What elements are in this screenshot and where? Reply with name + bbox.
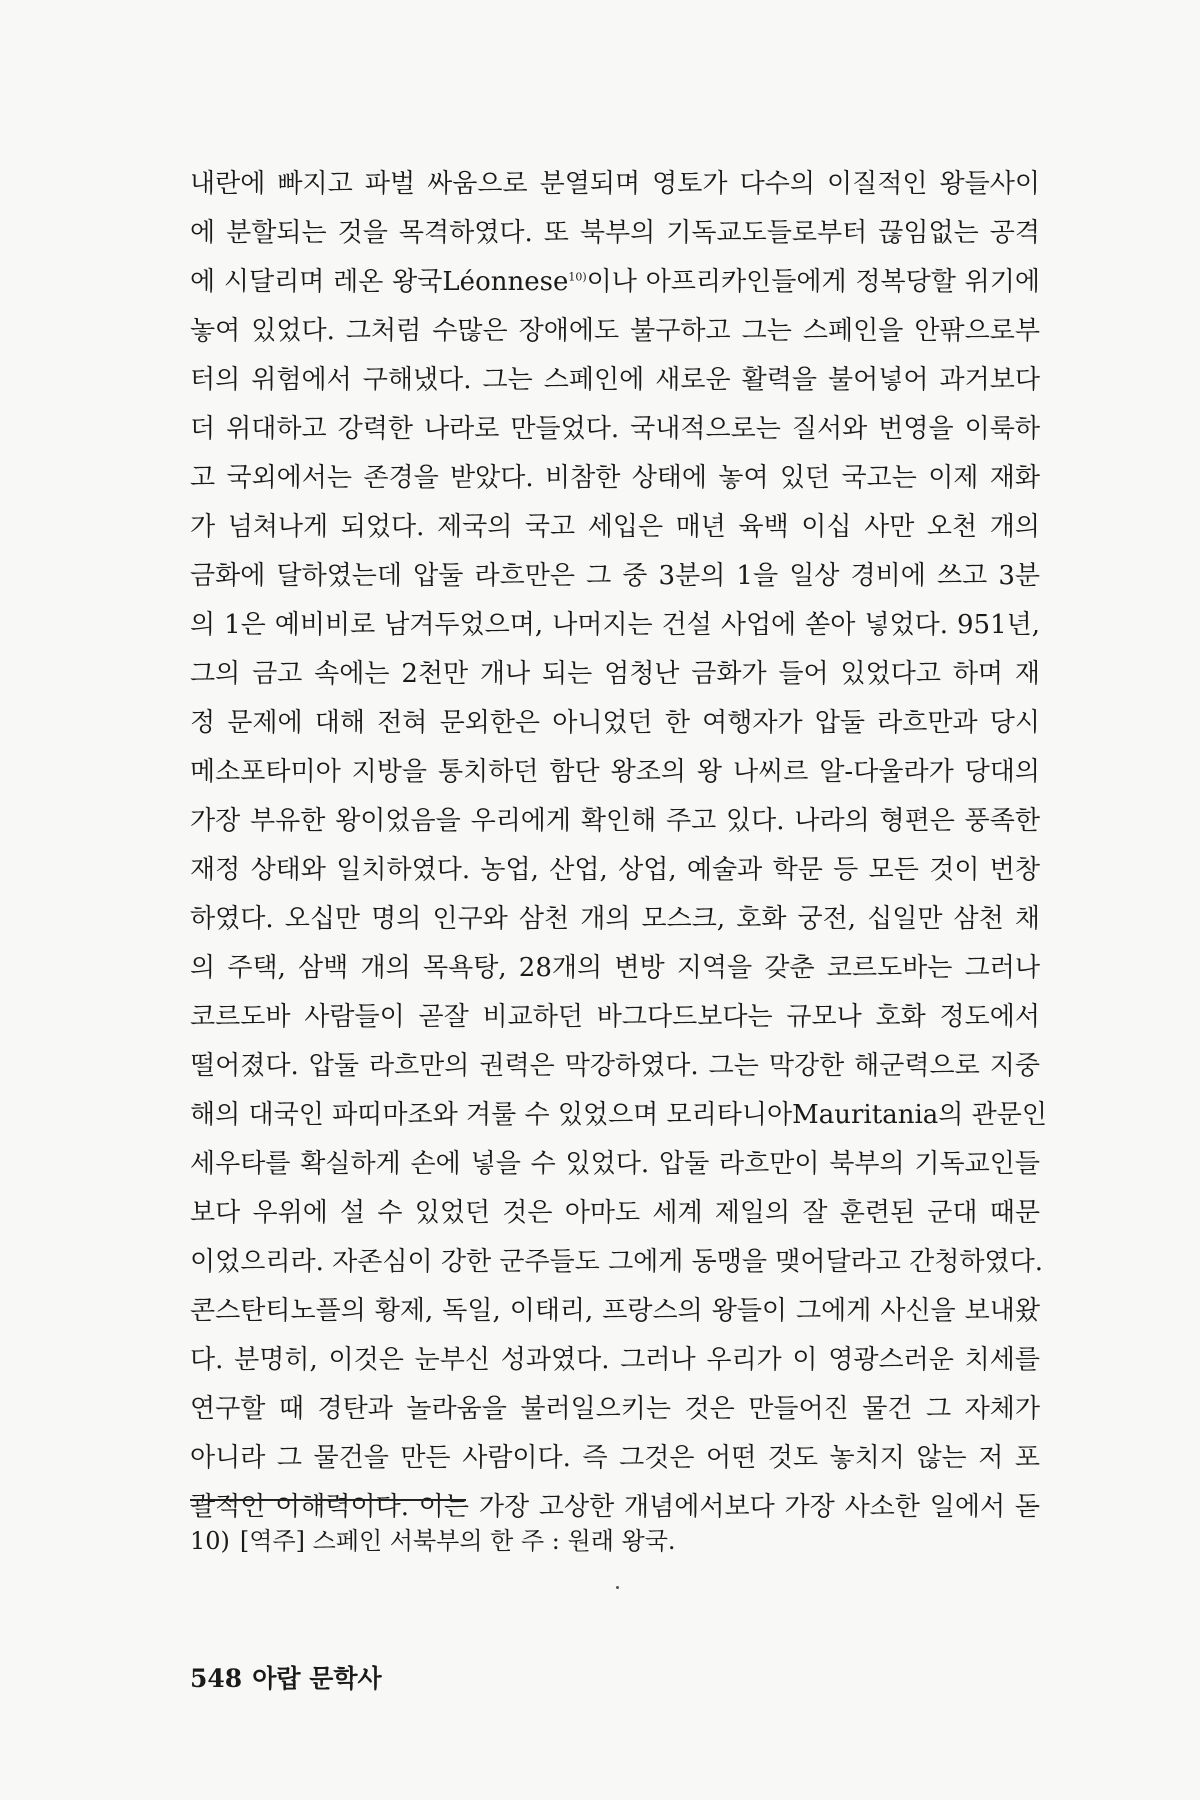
- text-line: 해의 대국인 파띠마조와 겨룰 수 있었으며 모리타니아Mauritania의 관문인: [190, 1100, 1047, 1130]
- text-segment: 에 시달리며 레온 왕국Léonnese: [190, 267, 569, 297]
- footnote-number: 10): [190, 1527, 230, 1555]
- text-line: 떨어졌다. 압둘 라흐만의 권력은 막강하였다. 그는 막강한 해군력으로 지중: [190, 1051, 1040, 1081]
- text-line: 의 1은 예비비로 남겨두었으며, 나머지는 건설 사업에 쏟아 넣었다. 951년,: [190, 610, 1040, 640]
- text-line: 세우타를 확실하게 손에 넣을 수 있었다. 압둘 라흐만이 북부의 기독교인들: [190, 1149, 1040, 1179]
- footnote: [190, 1525, 676, 1557]
- text-line: 의 주택, 삼백 개의 목욕탕, 28개의 변방 지역을 갖춘 코르도바는 그러나: [190, 953, 1040, 983]
- text-line: 에 분할되는 것을 목격하였다. 또 북부의 기독교도들로부터 끊임없는 공격: [190, 218, 1040, 248]
- scan-speck: [616, 1586, 619, 1589]
- footnote-text: [역주] 스페인 서북부의 한 주 : 원래 왕국.: [239, 1527, 676, 1555]
- text-line: 재정 상태와 일치하였다. 농업, 산업, 상업, 예술과 학문 등 모든 것이 번창: [190, 855, 1040, 885]
- text-line: 고 국외에서는 존경을 받았다. 비참한 상태에 놓여 있던 국고는 이제 재화: [190, 463, 1040, 493]
- footnote-divider: [190, 1499, 466, 1501]
- text-line-with-footnote-ref: [190, 258, 1040, 307]
- page-footer: [190, 1663, 382, 1695]
- text-line: 코르도바 사람들이 곧잘 비교하던 바그다드보다는 규모나 호화 정도에서: [190, 1002, 1040, 1032]
- text-line: 보다 우위에 설 수 있었던 것은 아마도 세계 제일의 잘 훈련된 군대 때문: [190, 1198, 1040, 1228]
- text-line: 금화에 달하였는데 압둘 라흐만은 그 중 3분의 1을 일상 경비에 쓰고 3분: [190, 561, 1040, 591]
- text-line: 아니라 그 물건을 만든 사람이다. 즉 그것은 어떤 것도 놓치지 않는 저 포: [190, 1443, 1040, 1473]
- text-line: 가 넘쳐나게 되었다. 제국의 국고 세입은 매년 육백 이십 사만 오천 개의: [190, 512, 1040, 542]
- text-line: 터의 위험에서 구해냈다. 그는 스페인에 새로운 활력을 불어넣어 과거보다: [190, 365, 1040, 395]
- text-line: 괄적인 이해력이다. 이는 가장 고상한 개념에서보다 가장 사소한 일에서 돋: [190, 1492, 1040, 1522]
- text-line: 콘스탄티노플의 황제, 독일, 이태리, 프랑스의 왕들이 그에게 사신을 보내왔: [190, 1296, 1040, 1326]
- footnote-reference[interactable]: 10): [568, 270, 587, 284]
- text-line: 메소포타미아 지방을 통치하던 함단 왕조의 왕 나씨르 알-다울라가 당대의: [190, 757, 1040, 787]
- text-line: 가장 부유한 왕이었음을 우리에게 확인해 주고 있다. 나라의 형편은 풍족한: [190, 806, 1040, 836]
- text-line: 다. 분명히, 이것은 눈부신 성과였다. 그러나 우리가 이 영광스러운 치세를: [190, 1345, 1040, 1375]
- text-line: 그의 금고 속에는 2천만 개나 되는 엄청난 금화가 들어 있었다고 하며 재: [190, 659, 1040, 689]
- text-line: 하였다. 오십만 명의 인구와 삼천 개의 모스크, 호화 궁전, 십일만 삼천 채: [190, 904, 1040, 934]
- text-line: 더 위대하고 강력한 나라로 만들었다. 국내적으로는 질서와 번영을 이룩하: [190, 414, 1040, 444]
- text-line: 이었으리라. 자존심이 강한 군주들도 그에게 동맹을 맺어달라고 간청하였다.: [190, 1247, 1043, 1277]
- page-number: 548: [190, 1664, 243, 1693]
- text-segment: 이나 아프리카인들에게 정복당할 위기에: [586, 267, 1040, 297]
- text-line: 놓여 있었다. 그처럼 수많은 장애에도 불구하고 그는 스페인을 안팎으로부: [190, 316, 1040, 346]
- text-line: 내란에 빠지고 파벌 싸움으로 분열되며 영토가 다수의 이질적인 왕들사이: [190, 169, 1040, 199]
- running-title: 아랍 문학사: [252, 1664, 382, 1693]
- text-line: 정 문제에 대해 전혀 문외한은 아니었던 한 여행자가 압둘 라흐만과 당시: [190, 708, 1040, 738]
- body-text: [190, 160, 1047, 1532]
- text-line: 연구할 때 경탄과 놀라움을 불러일으키는 것은 만들어진 물건 그 자체가: [190, 1394, 1040, 1424]
